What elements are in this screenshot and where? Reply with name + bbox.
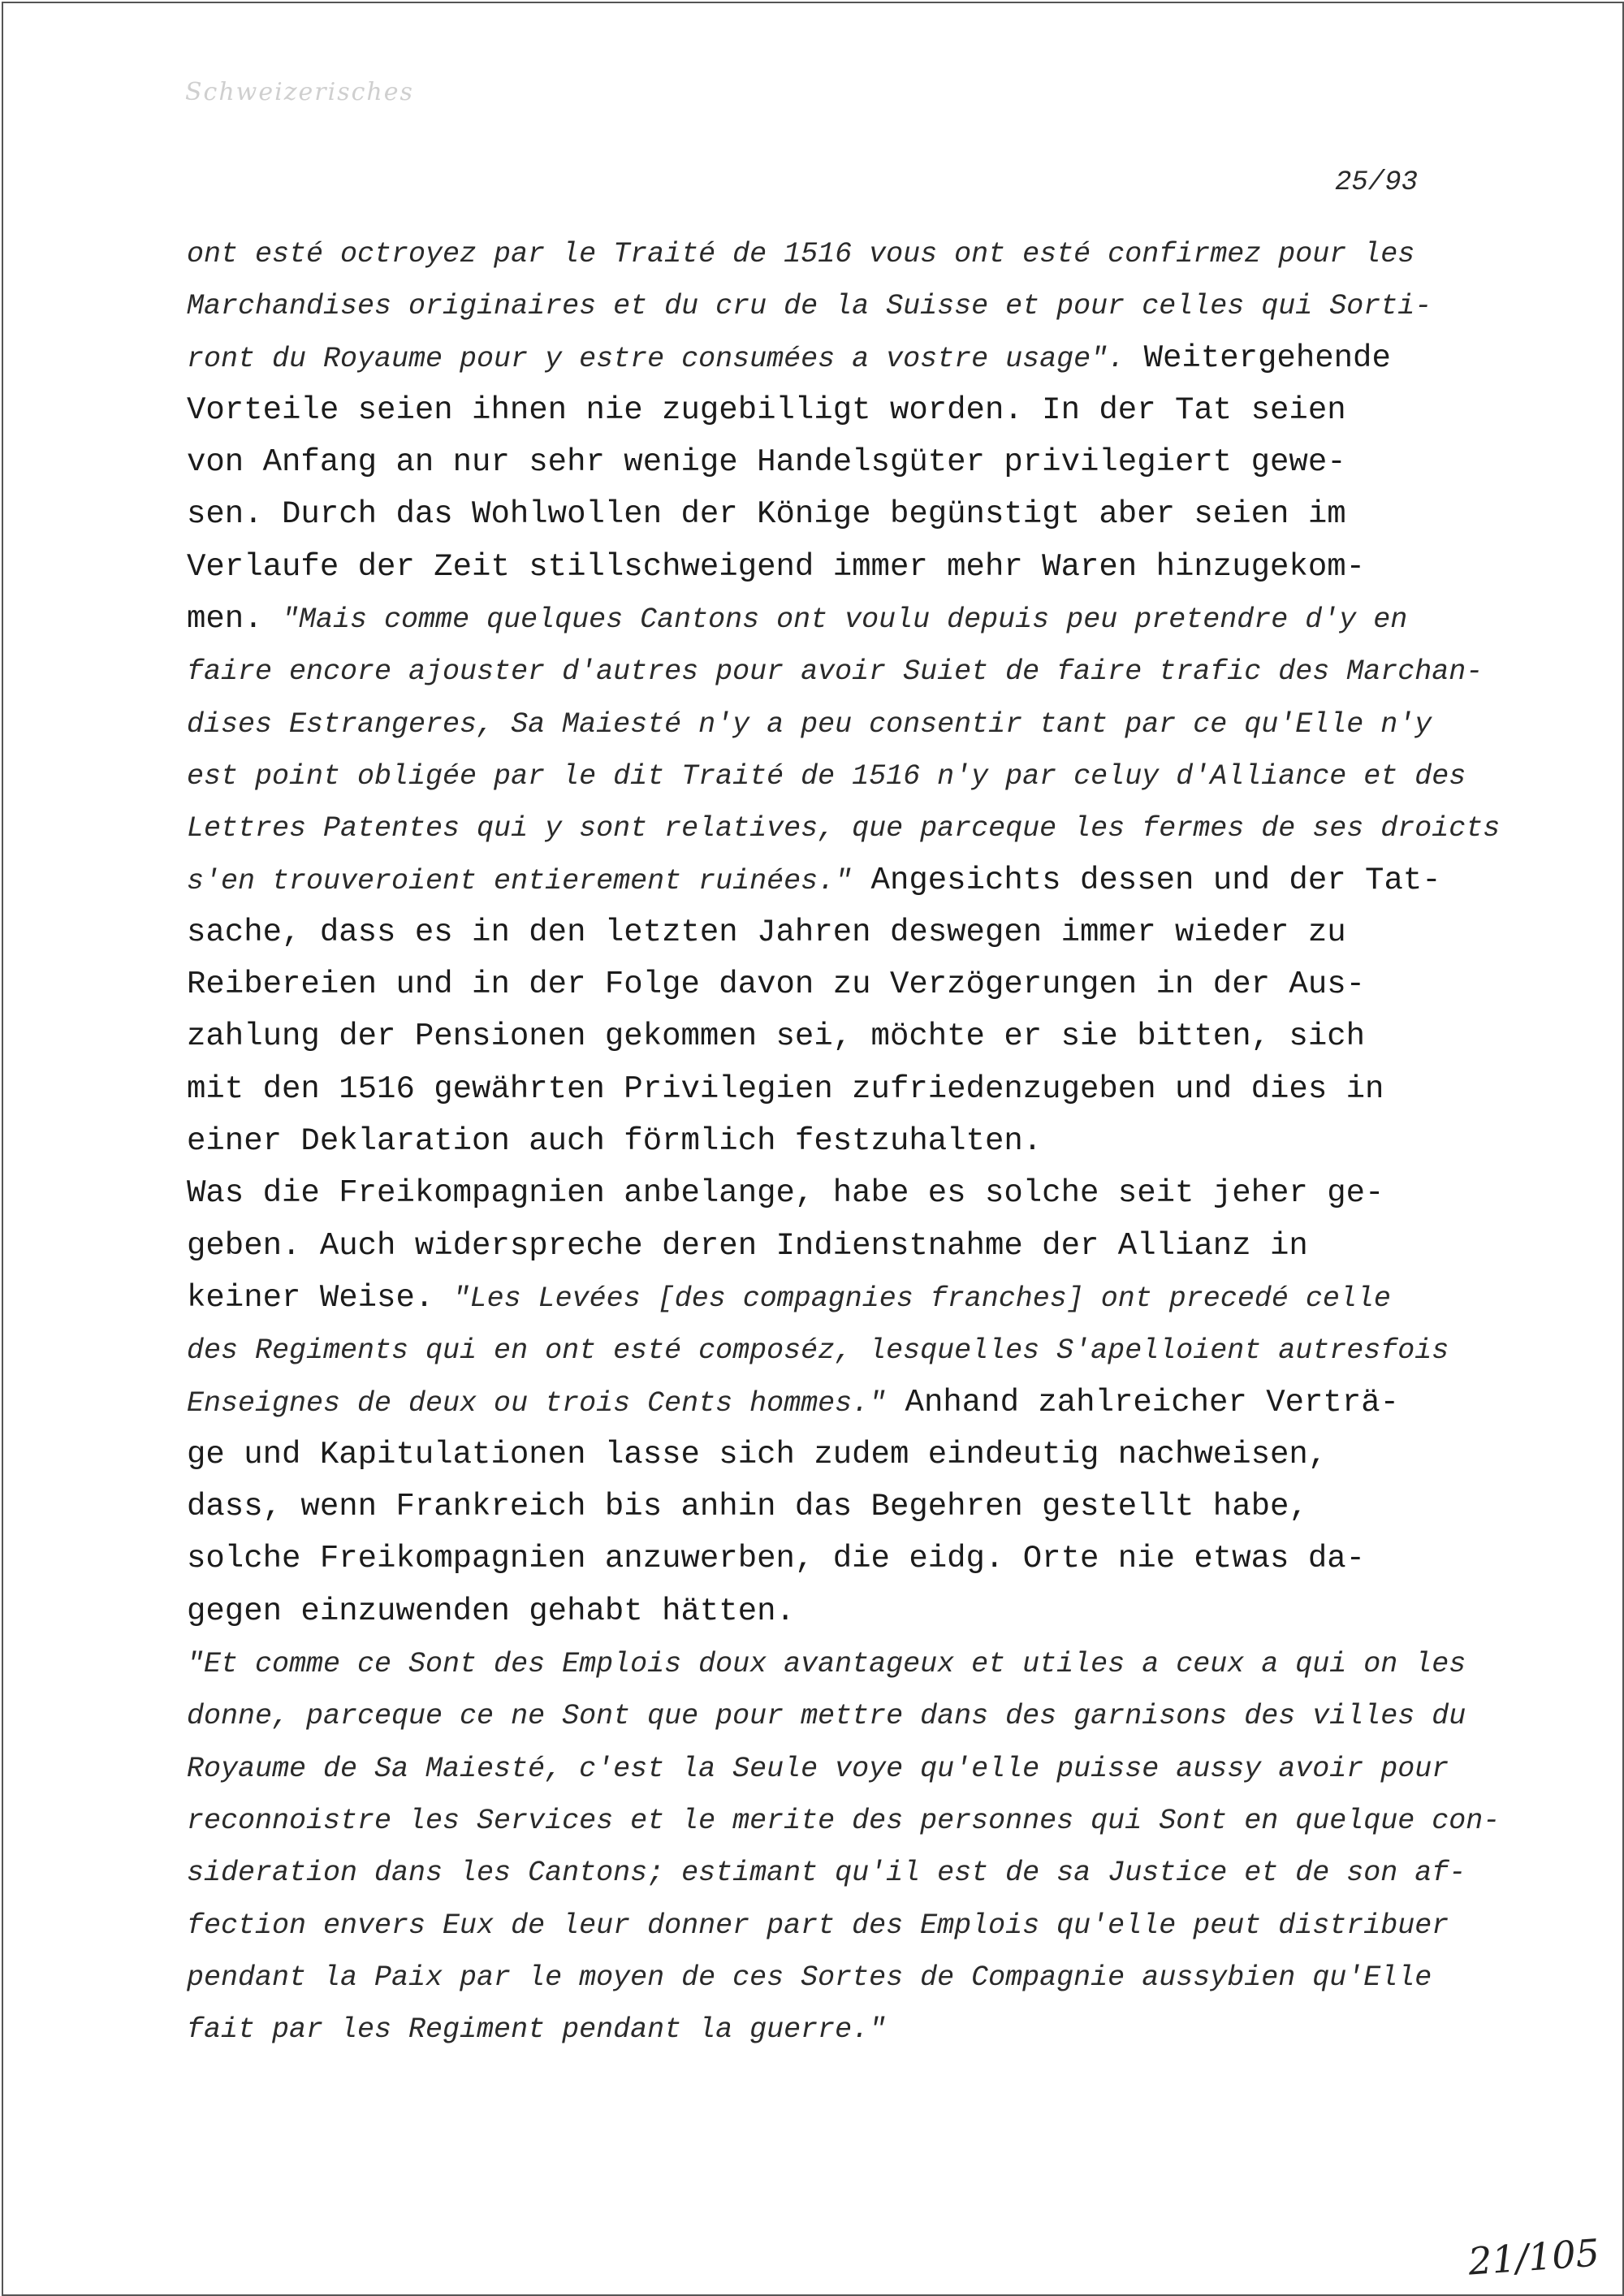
text-line xyxy=(187,488,1453,540)
german-text-segment: gegen einzuwenden gehabt hätten. xyxy=(187,1593,795,1629)
text-line xyxy=(187,1010,1453,1062)
german-text-segment: Vorteile seien ihnen nie zugebilligt worden. In der Tat seien xyxy=(187,391,1346,428)
french-quote-segment: des Regiments qui en ont esté composéz, lesquelles S'apelloient autresfois xyxy=(187,1334,1449,1368)
german-text-segment: solche Freikompagnien anzuwerben, die eidg. Orte nie etwas da- xyxy=(187,1541,1366,1577)
french-quote-segment: s'en trouveroient entierement ruinées." xyxy=(187,864,853,897)
text-line xyxy=(187,1794,1501,1846)
french-quote-segment: Royaume de Sa Maiesté, c'est la Seule voye qu'elle puisse aussy avoir pour xyxy=(187,1752,1449,1785)
text-line xyxy=(187,854,1453,906)
german-text-segment: mit den 1516 gewährten Privilegien zufriedenzugeben und dies in xyxy=(187,1070,1384,1107)
french-quote-segment: Lettres Patentes qui y sont relatives, que parceque les fermes de ses droicts xyxy=(187,812,1501,845)
text-line xyxy=(187,698,1453,750)
text-line xyxy=(187,227,1453,279)
text-line xyxy=(187,1899,1453,1951)
text-line xyxy=(187,1689,1466,1741)
german-text-segment: men. xyxy=(187,601,283,638)
french-quote-segment: Marchandises originaires et du cru de la Suisse et pour celles qui Sorti- xyxy=(187,290,1432,323)
french-quote-segment: fait par les Regiment pendant la guerre." xyxy=(187,2013,887,2047)
german-text-segment: von Anfang an nur sehr wenige Handelsgüter privilegiert gewe- xyxy=(187,444,1346,481)
german-text-segment: Reibereien und in der Folge davon zu Verzögerungen in der Aus- xyxy=(187,966,1366,1003)
german-text-segment: Anhand zahlreicher Verträ- xyxy=(886,1384,1400,1420)
text-line xyxy=(187,593,1453,645)
german-text-segment: Was die Freikompagnien anbelange, habe es solche seit jeher ge- xyxy=(187,1175,1384,1212)
text-line xyxy=(187,1951,1453,2003)
text-line xyxy=(187,1429,1453,1481)
text-line xyxy=(187,1481,1453,1533)
text-line xyxy=(187,1533,1453,1585)
french-quote-segment: est point obligée par le dit Traité de 1516 n'y par celuy d'Alliance et des xyxy=(187,759,1466,793)
french-quote-segment: sideration dans les Cantons; estimant qu'il est de sa Justice et de son af- xyxy=(187,1857,1466,1890)
text-line xyxy=(187,1115,1453,1167)
text-line xyxy=(187,2003,1453,2055)
document-body xyxy=(187,227,1501,2055)
french-quote-segment: Enseignes de deux ou trois Cents hommes." xyxy=(187,1386,887,1420)
text-line xyxy=(187,645,1484,697)
handwritten-archive-number: 21/105 xyxy=(1466,2230,1601,2284)
text-line xyxy=(187,1220,1453,1272)
text-line xyxy=(187,1272,1453,1324)
german-text-segment: dass, wenn Frankreich bis anhin das Begehren gestellt habe, xyxy=(187,1489,1308,1525)
text-line xyxy=(187,802,1501,854)
page-number: 25/93 xyxy=(1335,167,1419,198)
german-text-segment: sache, dass es in den letzten Jahren deswegen immer wieder zu xyxy=(187,914,1346,950)
french-quote-segment: "Et comme ce Sont des Emplois doux avantageux et utiles a ceux a qui on les xyxy=(187,1648,1466,1681)
text-line xyxy=(187,1846,1466,1898)
text-line xyxy=(187,541,1453,593)
text-line xyxy=(187,1063,1453,1115)
text-line xyxy=(187,436,1453,488)
text-line xyxy=(187,1167,1453,1219)
french-quote-segment: reconnoistre les Services et le merite des personnes qui Sont en quelque con- xyxy=(187,1804,1501,1837)
german-text-segment: Angesichts dessen und der Tat- xyxy=(852,862,1441,898)
german-text-segment: zahlung der Pensionen gekommen sei, möchte er sie bitten, sich xyxy=(187,1018,1366,1055)
french-quote-segment: donne, parceque ce ne Sont que pour mettre dans des garnisons des villes du xyxy=(187,1700,1466,1733)
text-line xyxy=(187,279,1453,331)
french-quote-segment: dises Estrangeres, Sa Maiesté n'y a peu consentir tant par ce qu'Elle n'y xyxy=(187,707,1432,741)
german-text-segment: keiner Weise. xyxy=(187,1279,453,1316)
text-line xyxy=(187,1324,1453,1376)
french-quote-segment: "Mais comme quelques Cantons ont voulu depuis peu pretendre d'y en xyxy=(282,603,1408,637)
french-quote-segment: "Les Levées [des compagnies franches] ont precedé celle xyxy=(452,1282,1391,1315)
german-text-segment: Weitergehende xyxy=(1125,339,1391,376)
french-quote-segment: faire encore ajouster d'autres pour avoir Suiet de faire trafic des Marchan- xyxy=(187,655,1484,689)
text-line xyxy=(187,906,1453,958)
text-line xyxy=(187,332,1453,384)
german-text-segment: einer Deklaration auch förmlich festzuhalten. xyxy=(187,1123,1043,1160)
german-text-segment: ge und Kapitulationen lasse sich zudem eindeutig nachweisen, xyxy=(187,1436,1328,1472)
french-quote-segment: fection envers Eux de leur donner part des Emplois qu'elle peut distribuer xyxy=(187,1909,1449,1942)
text-line xyxy=(187,1377,1453,1429)
german-text-segment: Verlaufe der Zeit stillschweigend immer mehr Waren hinzugekom- xyxy=(187,548,1366,585)
text-line xyxy=(187,1637,1466,1689)
text-line xyxy=(187,750,1466,802)
faint-archive-stamp: Schweizerisches xyxy=(185,78,414,106)
german-text-segment: geben. Auch widerspreche deren Indienstnahme der Allianz in xyxy=(187,1227,1308,1264)
text-line xyxy=(187,958,1453,1010)
french-quote-segment: ront du Royaume pour y estre consumées a vostre usage". xyxy=(187,342,1125,375)
text-line xyxy=(187,384,1453,436)
german-text-segment: sen. Durch das Wohlwollen der Könige begünstigt aber seien im xyxy=(187,496,1346,533)
french-quote-segment: ont esté octroyez par le Traité de 1516 vous ont esté confirmez pour les xyxy=(187,238,1415,270)
text-line xyxy=(187,1742,1453,1794)
text-line xyxy=(187,1585,1453,1637)
french-quote-segment: pendant la Paix par le moyen de ces Sortes de Compagnie aussybien qu'Elle xyxy=(187,1961,1432,1994)
